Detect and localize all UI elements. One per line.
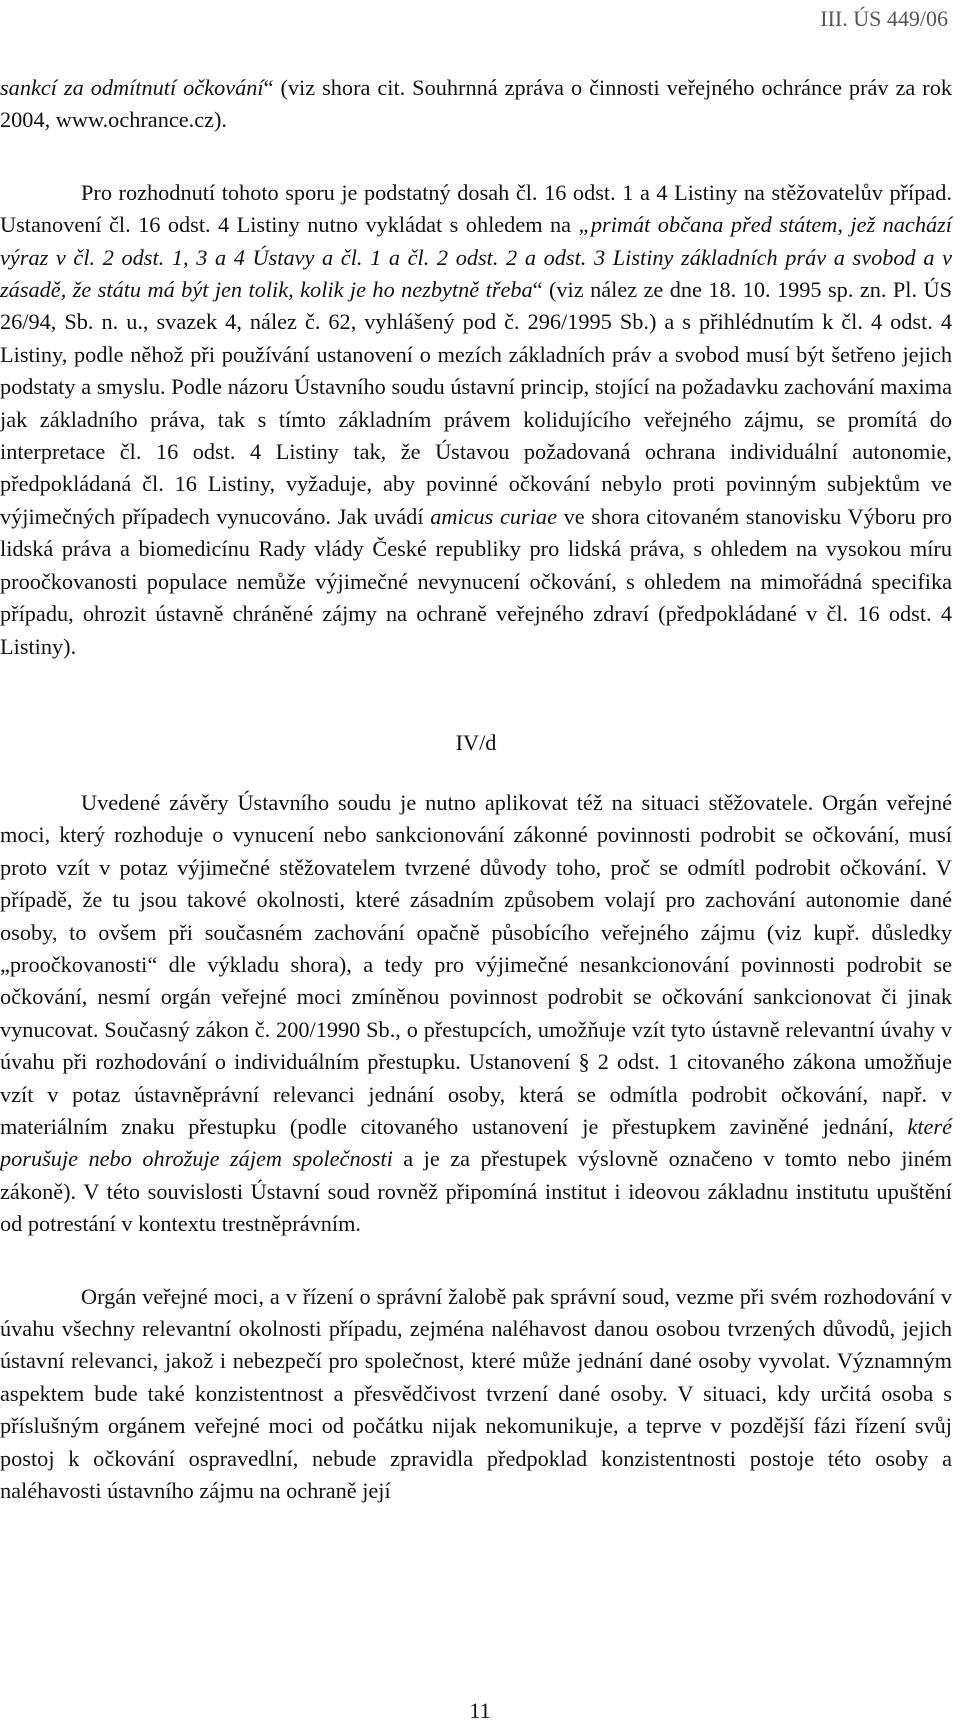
document-body [0, 72, 952, 1507]
section-heading: IV/d [455, 729, 497, 755]
paragraph-text: ve shora citovaném stanovisku Výboru pro lidská práva a biomedicínu Rady vlády České republiky pro lidská práva, s ohledem na vysokou míru proočkovanosti populace nemůže výjimečné nevynucení očkování, s ohledem na mimořádná specifika případu, ohrozit ústavně chráněné zájmy na ochraně veřejného zdraví (předpokládané v čl. 16 odst. 4 Listiny). [0, 503, 952, 659]
paragraph-conclusions [0, 787, 952, 1241]
paragraph-dispute-scope [0, 177, 952, 663]
paragraph-text: a je za přestupek výslovně označeno v tomto nebo jiném zákoně). V této souvislosti Ústavní soud rovněž připomíná institut i ideovou základnu institutu upuštění od potrestání v kontextu trestněprávním. [0, 1146, 952, 1237]
paragraph-continuation [0, 72, 952, 137]
paragraph-public-authority [0, 1281, 952, 1508]
paragraph-text: “ (viz nález ze dne 18. 10. 1995 sp. zn. Pl. ÚS 26/94, Sb. n. u., svazek 4, nález č. 62, vyhlášený pod č. 296/1995 Sb.) a s přihlédnutím k čl. 4 odst. 4 Listiny, podle něhož při používání ustanovení o mezích základních práv a svobod musí být šetřeno jejich podstaty a smyslu. Podle názoru Ústavního soudu ústavní princip, stojící na požadavku zachování maxima jak základního práva, tak s tímto základním právem kolidujícího veřejného zájmu, se promítá do interpretace čl. 16 odst. 4 Listiny tak, že Ústavou požadovaná ochrana individuální autonomie, předpokládaná čl. 16 Listiny, vyžaduje, aby povinné očkování nebylo proti povinným subjektům ve výjimečných případech vynucováno. Jak uvádí [0, 277, 952, 529]
italic-quote: „primát občana před státem, jež nachází výraz v čl. 2 odst. 1, 3 a 4 Ústavy a čl. 1 a čl. 2 odst. 2 a odst. 3 Listiny základních práv a svobod a v zásadě, že státu má být jen tolik, kolik je ho nezbytně třeba [0, 212, 952, 303]
italic-quote: které porušuje nebo ohrožuje zájem společnosti [0, 1113, 952, 1172]
paragraph-text: Orgán veřejné moci, a v řízení o správní žalobě pak správní soud, vezme při svém rozhodování v úvahu všechny relevantní okolnosti případu, zejména naléhavost danou osobou tvrzených důvodů, jejich ústavní relevanci, jakož i nebezpečí pro společnost, které může jednání dané osoby vyvolat. Významným aspektem bude také konzistentnost a přesvědčivost tvrzení dané osoby. V situaci, kdy určitá osoba s příslušným orgánem veřejné moci od počátku nijak nekomunikuje, a teprve v pozdější fázi řízení svůj postoj k očkování ospravedlní, nebude zpravidla předpoklad konzistentnosti postoje této osoby a naléhavosti ústavního zájmu na ochraně její [0, 1283, 952, 1504]
italic-quote: sankcí za odmítnutí očkování [0, 75, 264, 100]
paragraph-text: “ (viz shora cit. Souhrnná zpráva o činnosti veřejného ochránce práv za rok 2004, www.ochrance.cz). [0, 75, 952, 133]
case-reference-header: III. ÚS 449/06 [820, 6, 948, 31]
paragraph-text: Uvedené závěry Ústavního soudu je nutno aplikovat též na situaci stěžovatele. Orgán veřejné moci, který rozhoduje o vynucení nebo sankcionování zákonné povinnosti podrobit se očkování, musí proto vzít v potaz výjimečné stěžovatelem tvrzené důvody toho, proč se odmítl podrobit očkování. V případě, že tu jsou takové okolnosti, které zásadním způsobem volají pro zachování autonomie dané osoby, to ovšem při současném zachování opačně působícího veřejného zájmu (viz kupř. důsledky „proočkovanosti“ dle výkladu shora), a tedy pro výjimečné nesankcionování povinnosti podrobit se očkování, nesmí orgán veřejné moci zmíněnou povinnost podrobit se očkování sankcionovat či jinak vynucovat. Současný zákon č. 200/1990 Sb., o přestupcích, umožňuje vzít tyto ústavně relevantní úvahy v úvahu při rozhodování o individuálním přestupku. Ustanovení § 2 odst. 1 citovaného zákona umožňuje vzít v potaz ústavněprávní relevanci jednání osoby, která se odmítla podrobit očkování, např. v materiálním znaku přestupku (podle citovaného ustanovení je přestupkem zaviněné jednání, [0, 789, 952, 1139]
paragraph-text: Pro rozhodnutí tohoto sporu je podstatný dosah čl. 16 odst. 1 a 4 Listiny na stěžovatelův případ. Ustanovení čl. 16 odst. 4 Listiny nutno vykládat s ohledem na [0, 179, 952, 238]
page-number: 11 [469, 1698, 491, 1723]
italic-term: amicus curiae [430, 503, 557, 529]
